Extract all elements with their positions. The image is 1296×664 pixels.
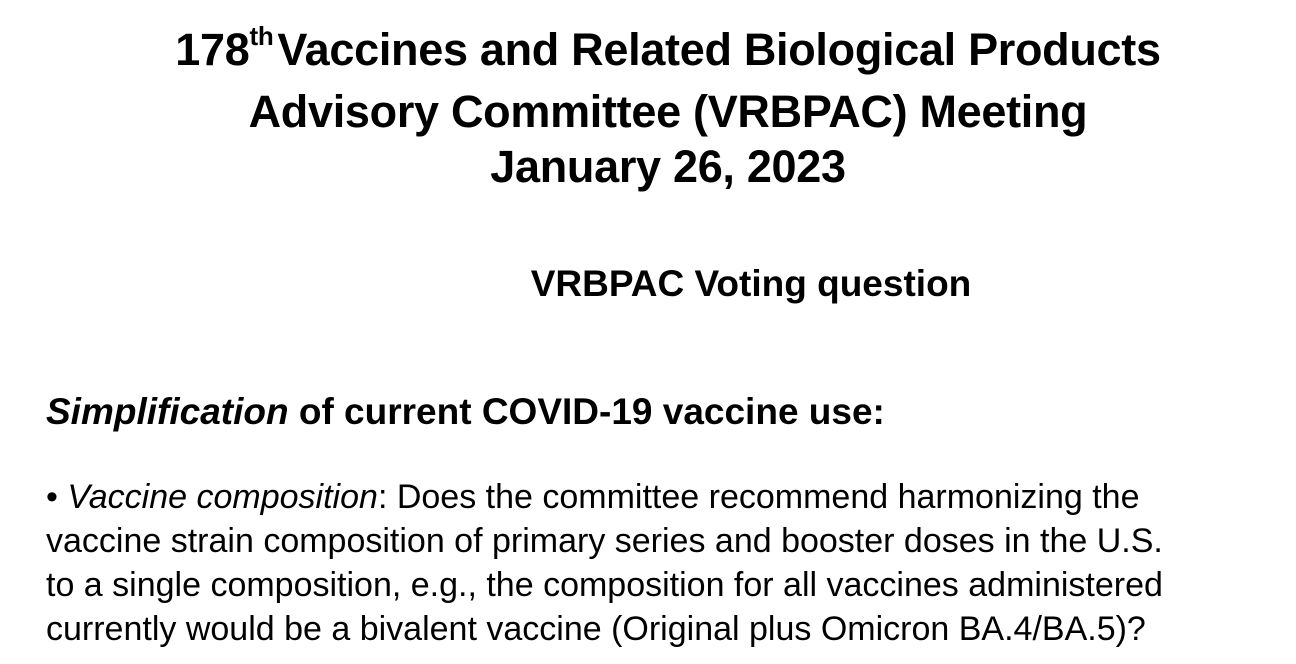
title-line-1-text: Vaccines and Related Biological Products (277, 24, 1161, 75)
question-line-4: currently would be a bivalent vaccine (Original plus Omicron BA.4/BA.5)? (46, 610, 1146, 648)
meeting-date: January 26, 2023 (490, 141, 846, 192)
section-heading-text: of current COVID-19 vaccine use: (288, 391, 885, 432)
voting-question (46, 475, 1286, 651)
title-line-2: Advisory Committee (VRBPAC) Meeting (248, 86, 1088, 137)
question-line-1-text: : Does the committee recommend harmonizing the (377, 478, 1140, 516)
question-label: Vaccine composition (67, 478, 378, 516)
meeting-number: 178 (175, 24, 250, 75)
section-heading (46, 390, 885, 434)
question-line-3: to a single composition, e.g., the composition for all vaccines administered (46, 566, 1163, 604)
section-heading-emphasis: Simplification (46, 391, 289, 432)
question-line-1 (46, 475, 1286, 519)
title-line-1 (0, 22, 1296, 84)
bullet: • (46, 478, 58, 516)
question-line-2: vaccine strain composition of primary series and booster doses in the U.S. (46, 522, 1163, 560)
voting-question-subtitle: VRBPAC Voting question (530, 263, 972, 304)
meeting-ordinal: th (249, 21, 274, 51)
page-title (0, 22, 1296, 194)
